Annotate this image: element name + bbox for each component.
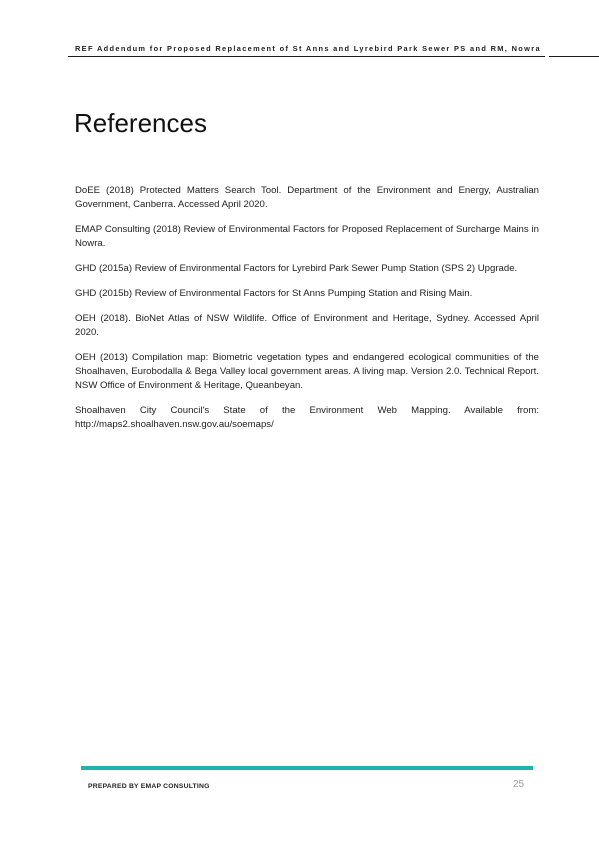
reference-list <box>75 184 539 443</box>
reference-item: DoEE (2018) Protected Matters Search Tool. Department of the Environment and Energy, Australian Government, Canberra. Accessed April 2020. <box>75 185 539 210</box>
running-header: REF Addendum for Proposed Replacement of St Anns and Lyrebird Park Sewer PS and RM, Nowra <box>75 44 541 53</box>
reference-item: OEH (2018). BioNet Atlas of NSW Wildlife. Office of Environment and Heritage, Sydney. Accessed April 2020. <box>75 313 539 338</box>
footer-prepared-by: PREPARED BY EMAP CONSULTING <box>88 783 210 790</box>
footer-accent-bar <box>81 766 533 770</box>
page-number: 25 <box>513 779 525 790</box>
page-title: References <box>74 108 207 138</box>
reference-item: OEH (2013) Compilation map: Biometric vegetation types and endangered ecological communities of the Shoalhaven, Eurobodalla & Bega Valley local government areas. A living map. Version 2.0. Technical Report. NSW Office of Environment & Heritage, Queanbeyan. <box>75 352 539 391</box>
reference-item: EMAP Consulting (2018) Review of Environmental Factors for Proposed Replacement of Surcharge Mains in Nowra. <box>75 224 539 249</box>
reference-item: GHD (2015b) Review of Environmental Factors for St Anns Pumping Station and Rising Main. <box>75 288 473 299</box>
reference-item: Shoalhaven City Council's State of the Environment Web Mapping. Available from: http://maps2.shoalhaven.nsw.gov.au/soemaps/ <box>75 405 539 430</box>
header-rule <box>68 56 545 57</box>
header-rule-end <box>549 56 599 57</box>
reference-item: GHD (2015a) Review of Environmental Factors for Lyrebird Park Sewer Pump Station (SPS 2) Upgrade. <box>75 263 518 274</box>
